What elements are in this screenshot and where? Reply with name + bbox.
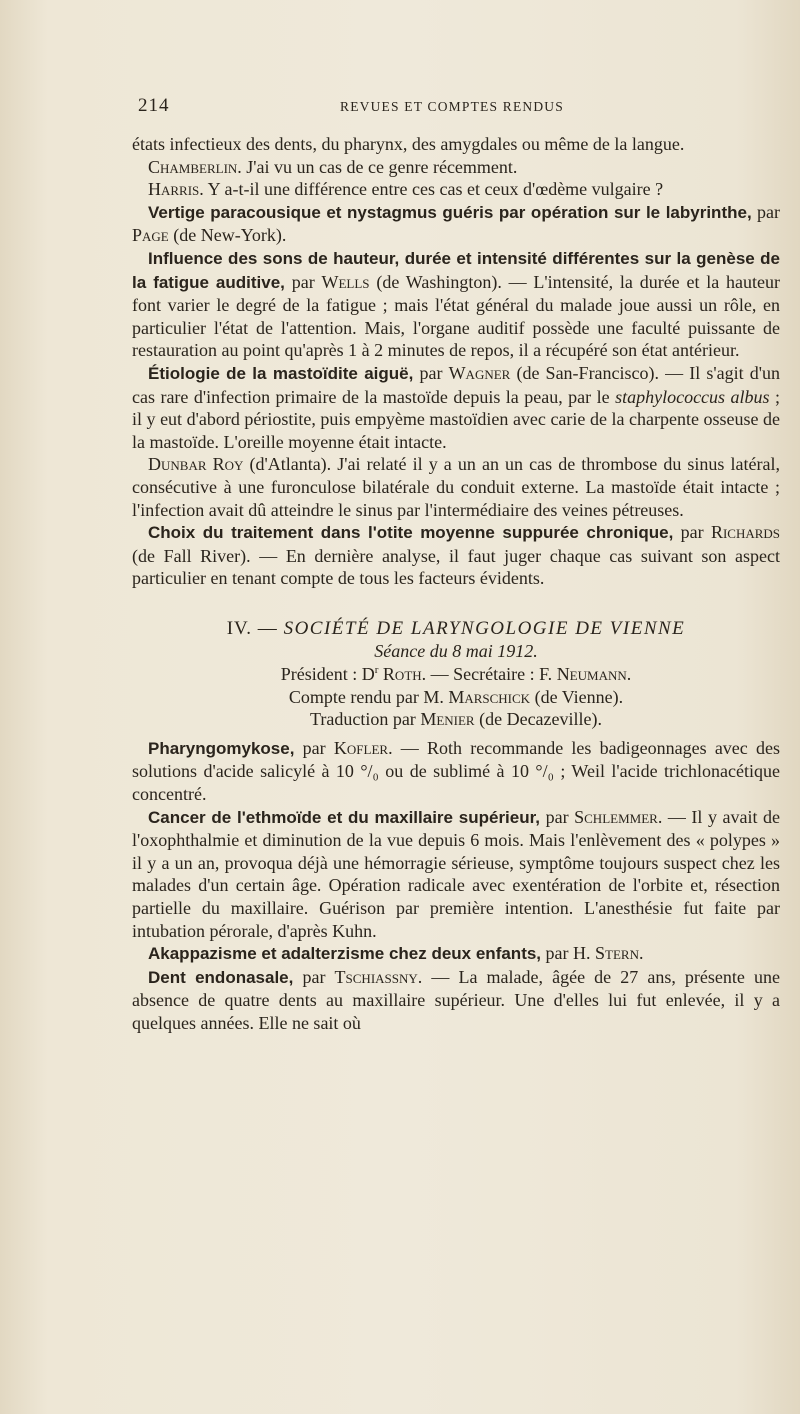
- paragraph-text: .: [638, 943, 644, 964]
- paragraph: [132, 806, 780, 943]
- speaker-name: Dunbar Roy: [148, 454, 244, 475]
- officers-line: [132, 663, 780, 686]
- article-title: Vertige paracousique et nystagmus guéris par opération sur le labyrinthe,: [148, 202, 752, 222]
- report-credit: [132, 686, 780, 709]
- president-label: Président : D: [280, 664, 375, 685]
- article-title: Pharyngomykose,: [148, 738, 295, 758]
- par-word: par: [540, 806, 575, 827]
- translator-name: Menier: [420, 709, 475, 730]
- paragraph: [132, 942, 780, 966]
- paragraph-text: (de San-Francisco). — Il s'agit d'un cas rare d'infection primaire de la mastoïde depuis la peau, par le: [132, 362, 780, 407]
- article-title: Choix du traitement dans l'otite moyenne suppurée chronique,: [148, 523, 674, 543]
- paragraph-text: . J'ai vu un cas de ce genre récemment.: [237, 156, 518, 177]
- session-date: Séance du 8 mai 1912.: [374, 641, 538, 662]
- translator-origin: (de Decazeville).: [474, 709, 603, 730]
- par-word: par: [413, 362, 449, 383]
- author-name: Stern: [595, 943, 639, 964]
- author-name: Richards: [710, 522, 781, 543]
- paragraph: [132, 201, 780, 247]
- author-name: Schlemmer: [574, 806, 658, 827]
- paragraph: [132, 453, 780, 521]
- paragraph: [132, 247, 780, 362]
- report-label: Compte rendu par M.: [288, 686, 449, 707]
- paragraph-text: (de New-York).: [168, 225, 287, 246]
- paragraph-text: . — Il y avait de l'oxophthalmie et diminution de la vue depuis 6 mois. Mais l'enlèvement des « polypes » il y a un an, provoqua déjà une hémorragie sérieuse, symptôme toujours suspect chez les malades d'un certain âge. Opération radicale avec exentération de l'orbite et, résection partielle du maxillaire. Guérison par première intention. L'anesthésie fut faite par intubation pérorale, d'après Kuhn.: [132, 806, 781, 941]
- running-head: REVUES ET COMPTES RENDUS: [340, 99, 564, 114]
- author-name: Tschiassny: [334, 966, 418, 987]
- paragraph-text: ; il y eut d'abord périostite, puis empyème mastoïdien avec carie de la charpente osseuse de la mastoïde. L'oreille moyenne était intacte.: [132, 386, 780, 452]
- society-name: SOCIÉTÉ DE LARYNGOLOGIE DE VIENNE: [283, 617, 686, 639]
- page-body: [132, 133, 780, 1035]
- section-number: IV. —: [226, 617, 284, 639]
- paragraph-text: . — La malade, âgée de 27 ans, présente une absence de quatre dents au maxillaire supérieur. Une d'elles lui fut enlevée, il y a quelques années. Elle ne sait où: [132, 966, 780, 1033]
- author-name: Kofler: [333, 737, 389, 758]
- paragraph: [132, 521, 780, 590]
- article-title: Dent endonasale,: [148, 967, 294, 987]
- reporter-name: Marschick: [448, 686, 531, 707]
- par-word: par: [294, 737, 334, 758]
- author-name: Page: [132, 225, 169, 246]
- article-title: Cancer de l'ethmoïde et du maxillaire supérieur,: [148, 807, 541, 827]
- par-word: par: [673, 522, 711, 543]
- section-title: [132, 618, 780, 641]
- secretary-label: . — Secrétaire : F.: [421, 664, 557, 685]
- par-word: par: [293, 966, 335, 987]
- paragraph: [132, 362, 780, 453]
- speaker-name: Chamberlin: [148, 156, 238, 177]
- paragraph-text: états infectieux des dents, du pharynx, des amygdales ou même de la langue.: [132, 134, 685, 154]
- author-name: Wagner: [448, 362, 511, 383]
- reporter-origin: (de Vienne).: [530, 686, 624, 707]
- paragraph: [132, 737, 780, 806]
- secretary-name: Neumann: [556, 664, 627, 685]
- par-word: par H.: [541, 943, 596, 964]
- author-name: Wells: [321, 271, 370, 292]
- species-name: staphylococcus albus: [615, 386, 770, 407]
- paragraph-text: (d'Atlanta). J'ai relaté il y a un an un cas de thrombose du sinus latéral, consécutive à une furonculose bilatérale du conduit externe. La mastoïde était intacte ; l'infection avait dû atteindre le sinus par l'intermédiaire des veines pétreuses.: [132, 454, 780, 520]
- par-word: par: [284, 271, 322, 292]
- paragraph-text: (de Washington). — L'intensité, la durée et la hauteur font varier le degré de la fatigue ; mais l'état général du malade joue aussi un rôle, en particulier l'état de l'attention. Mais, l'organe auditif possède une faculté puissante de restauration au point qu'après 1 à 2 minutes de repos, il a récupéré son état antérieur.: [132, 271, 781, 361]
- article-title: Influence des sons de hauteur, durée et intensité différentes sur la genèse de la fatigue auditive,: [132, 248, 780, 292]
- paragraph-text: (de Fall River). — En dernière analyse, il faut juger chaque cas suivant son aspect particulier en tenant compte de tous les facteurs évidents.: [132, 545, 780, 589]
- article-title: Akappazisme et adalterzisme chez deux enfants,: [148, 944, 542, 964]
- page-number: 214: [138, 95, 170, 116]
- paragraph: [132, 156, 780, 179]
- paragraph-text: . — Roth recommande les badigeonnages avec des solutions d'acide salicylé à 10 °/₀ ou de sublimé à 10 °/₀ ; Weil l'acide trichlonacétique concentré.: [132, 737, 780, 805]
- punctuation: .: [626, 664, 632, 685]
- paragraph: [132, 178, 780, 201]
- translation-credit: [132, 708, 780, 731]
- translation-label: Traduction par: [309, 709, 421, 730]
- speaker-name: Harris: [148, 179, 200, 200]
- section-header: [132, 618, 780, 731]
- paragraph-text: . Y a-t-il une différence entre ces cas et ceux d'œdème vulgaire ?: [199, 179, 664, 200]
- page-header: [130, 95, 760, 123]
- paragraph: [132, 133, 780, 156]
- title-superscript: r: [374, 664, 379, 677]
- president-name: Roth: [378, 664, 422, 685]
- paragraph: [132, 966, 780, 1035]
- par-word: par: [751, 201, 780, 222]
- article-title: Étiologie de la mastoïdite aiguë,: [148, 363, 414, 383]
